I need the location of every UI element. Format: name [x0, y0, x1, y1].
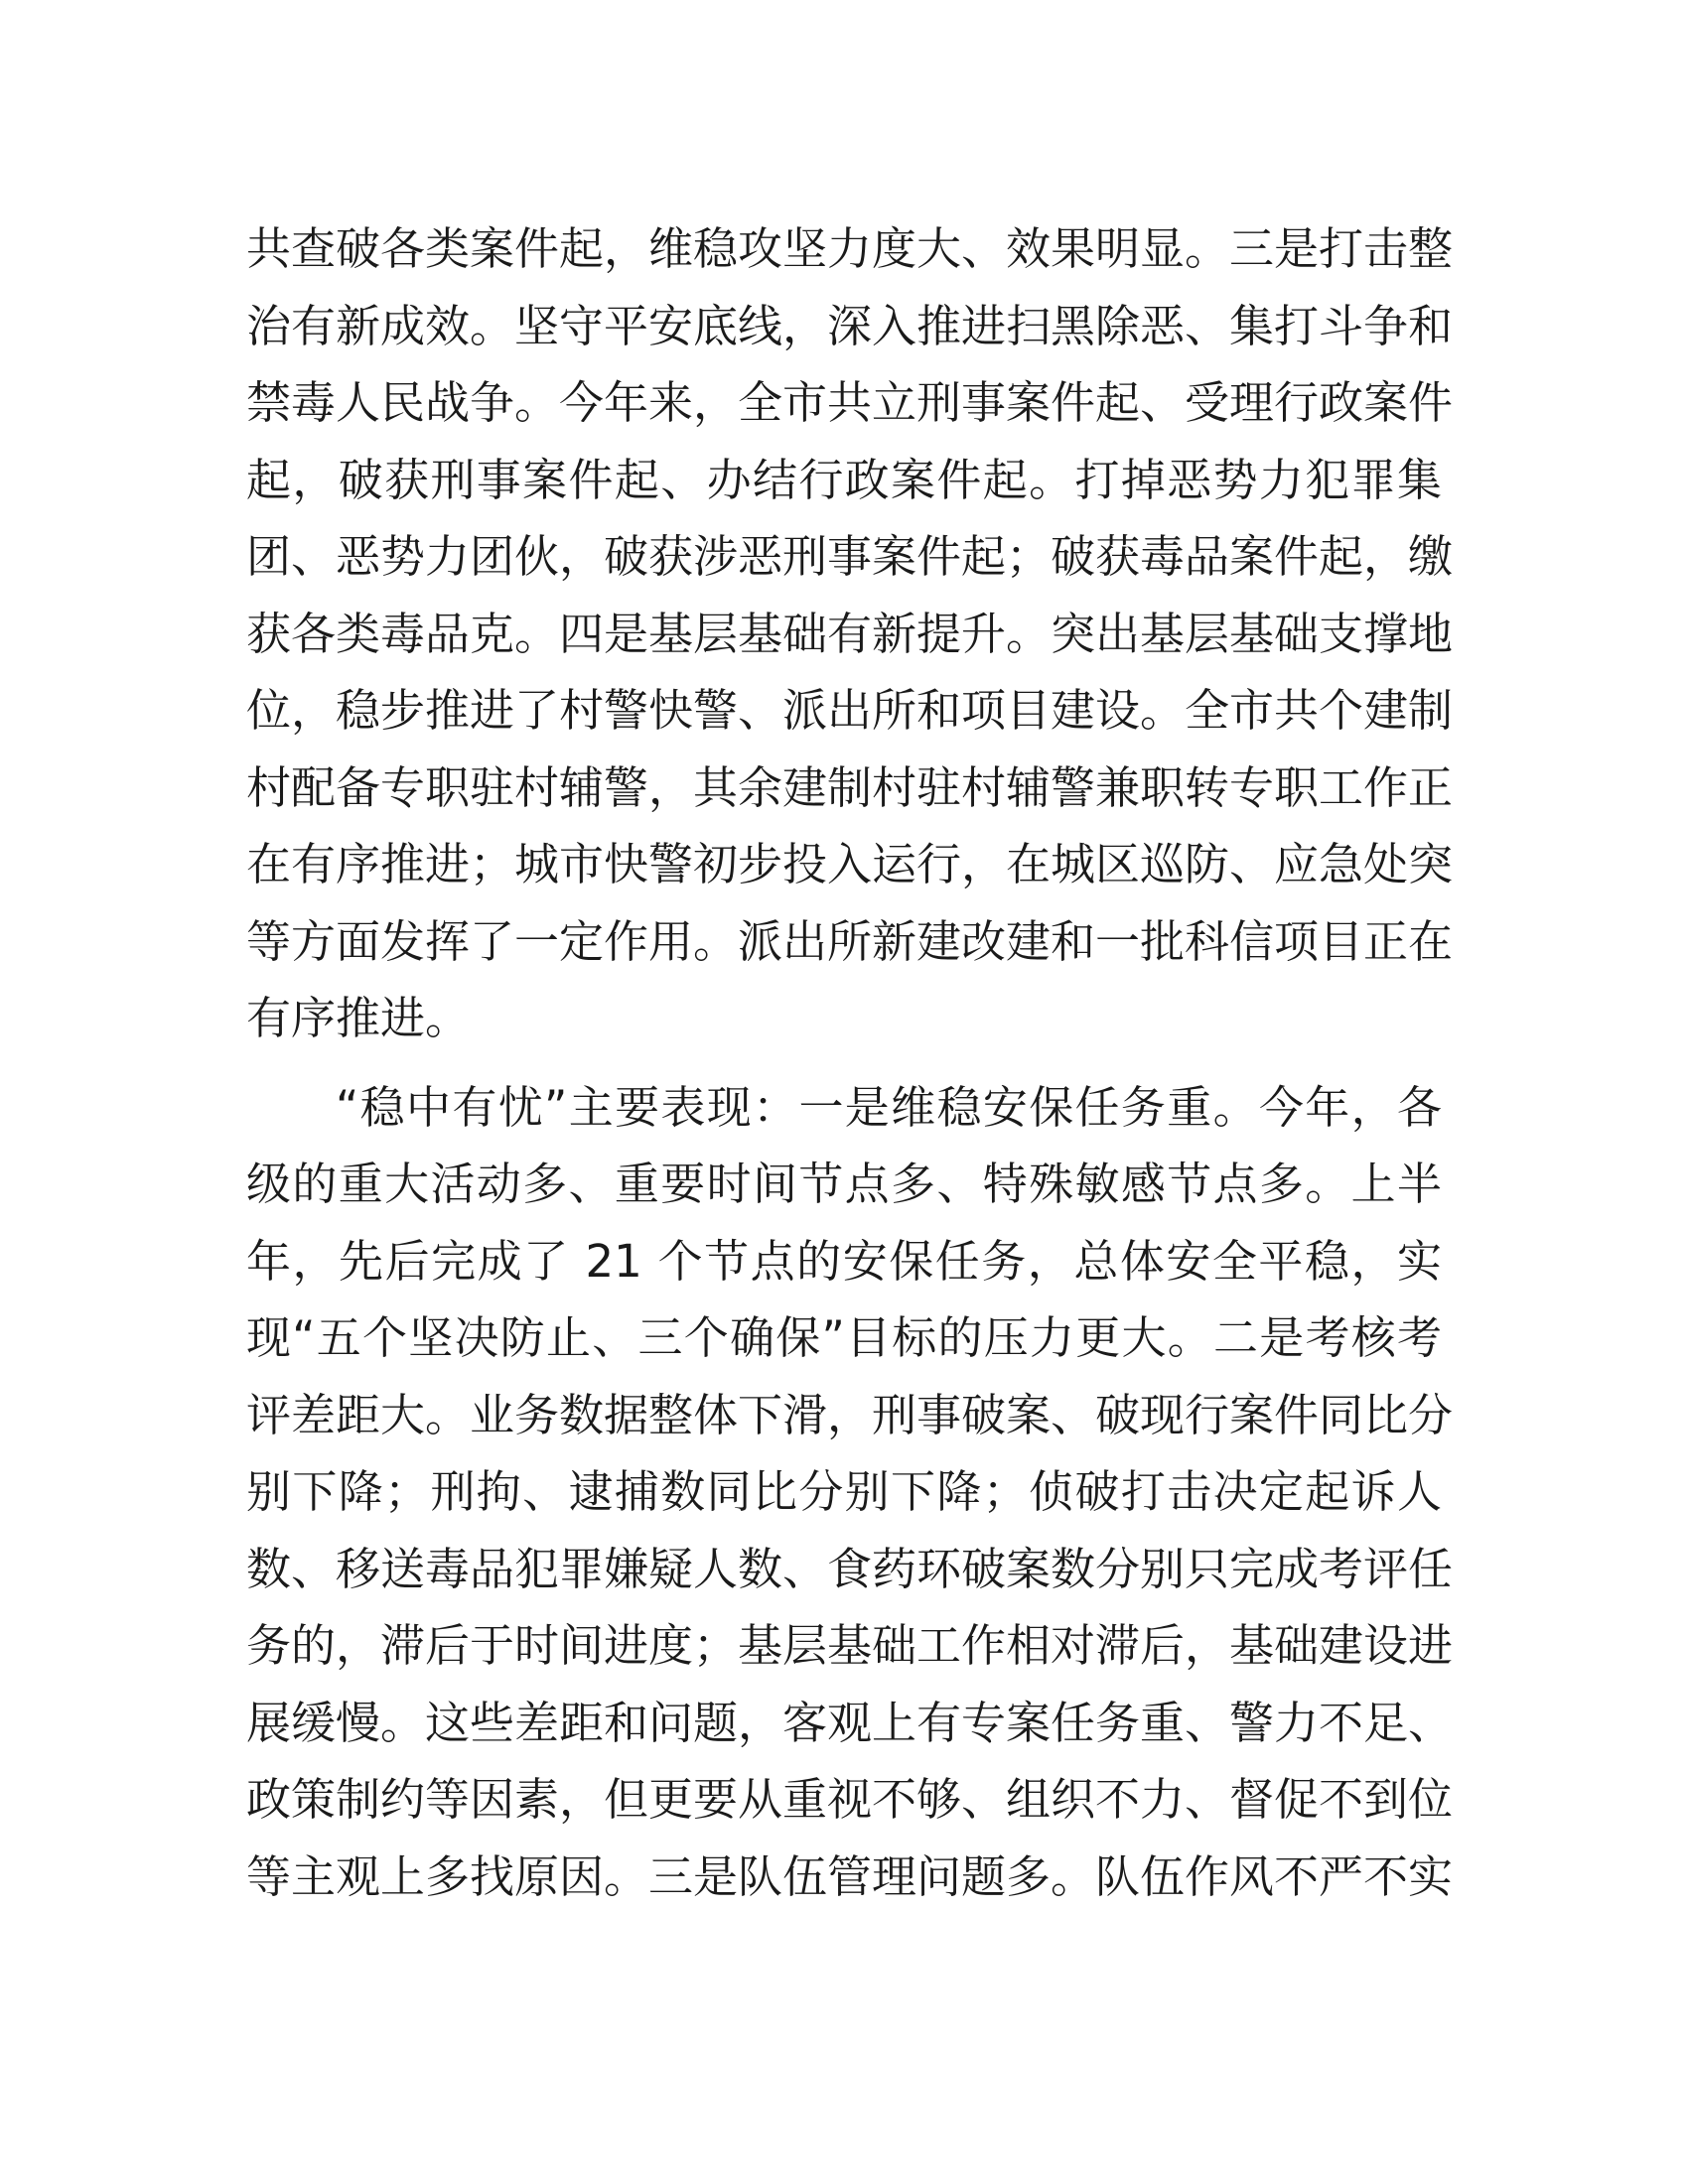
- text-line: 共查破各类案件起，维稳攻坚力度大、效果明显。三是打击整: [246, 222, 1454, 275]
- text-line: 等方面发挥了一定作用。派出所新建改建和一批科信项目正在: [246, 914, 1454, 968]
- text-line: 务的，滞后于时间进度；基层基础工作相对滞后，基础建设进: [246, 1619, 1454, 1672]
- text-line: 在有序推进；城市快警初步投入运行，在城区巡防、应急处突: [246, 838, 1454, 890]
- text-line: 等主观上多找原因。三是队伍管理问题多。队伍作风不严不实: [246, 1849, 1454, 1903]
- text-line: 展缓慢。这些差距和问题，客观上有专案任务重、警力不足、: [246, 1696, 1454, 1749]
- paragraph-spacing: [246, 1057, 1442, 1069]
- text-line: 村配备专职驻村辅警，其余建制村驻村辅警兼职转专职工作正: [246, 760, 1454, 814]
- text-line: 级的重大活动多、重要时间节点多、特殊敏感节点多。上半: [246, 1158, 1442, 1210]
- paragraph-achievements: [246, 210, 1454, 1057]
- text-line: 团、恶势力团伙，破获涉恶刑事案件起；破获毒品案件起，缴: [246, 530, 1454, 583]
- text-line: 禁毒人民战争。今年来，全市共立刑事案件起、受理行政案件: [246, 376, 1454, 429]
- text-line: “稳中有忧”主要表现：一是维稳安保任务重。今年，各: [336, 1080, 1442, 1134]
- text-line: 有序推进。: [246, 992, 471, 1044]
- text-line: 评差距大。业务数据整体下滑，刑事破案、破现行案件同比分: [246, 1388, 1454, 1441]
- paragraph-concerns: [246, 1069, 1454, 1916]
- text-line: 政策制约等因素，但更要从重视不够、组织不力、督促不到位: [246, 1773, 1454, 1826]
- text-line: 治有新成效。坚守平安底线，深入推进扫黑除恶、集打斗争和: [246, 299, 1454, 352]
- text-line: 获各类毒品克。四是基层基础有新提升。突出基层基础支撑地: [246, 607, 1454, 660]
- text-line: 位，稳步推进了村警快警、派出所和项目建设。全市共个建制: [246, 684, 1454, 737]
- text-line: 起，破获刑事案件起、办结行政案件起。打掉恶势力犯罪集: [246, 453, 1442, 506]
- text-line: 别下降；刑拘、逮捕数同比分别下降；侦破打击决定起诉人: [246, 1465, 1442, 1518]
- document-body: [246, 210, 1454, 1915]
- text-line: 数、移送毒品犯罪嫌疑人数、食药环破案数分别只完成考评任: [246, 1542, 1454, 1595]
- text-line: 年，先后完成了 21 个节点的安保任务，总体安全平稳，实: [246, 1234, 1442, 1288]
- text-line: 现“五个坚决防止、三个确保”目标的压力更大。二是考核考: [246, 1311, 1442, 1364]
